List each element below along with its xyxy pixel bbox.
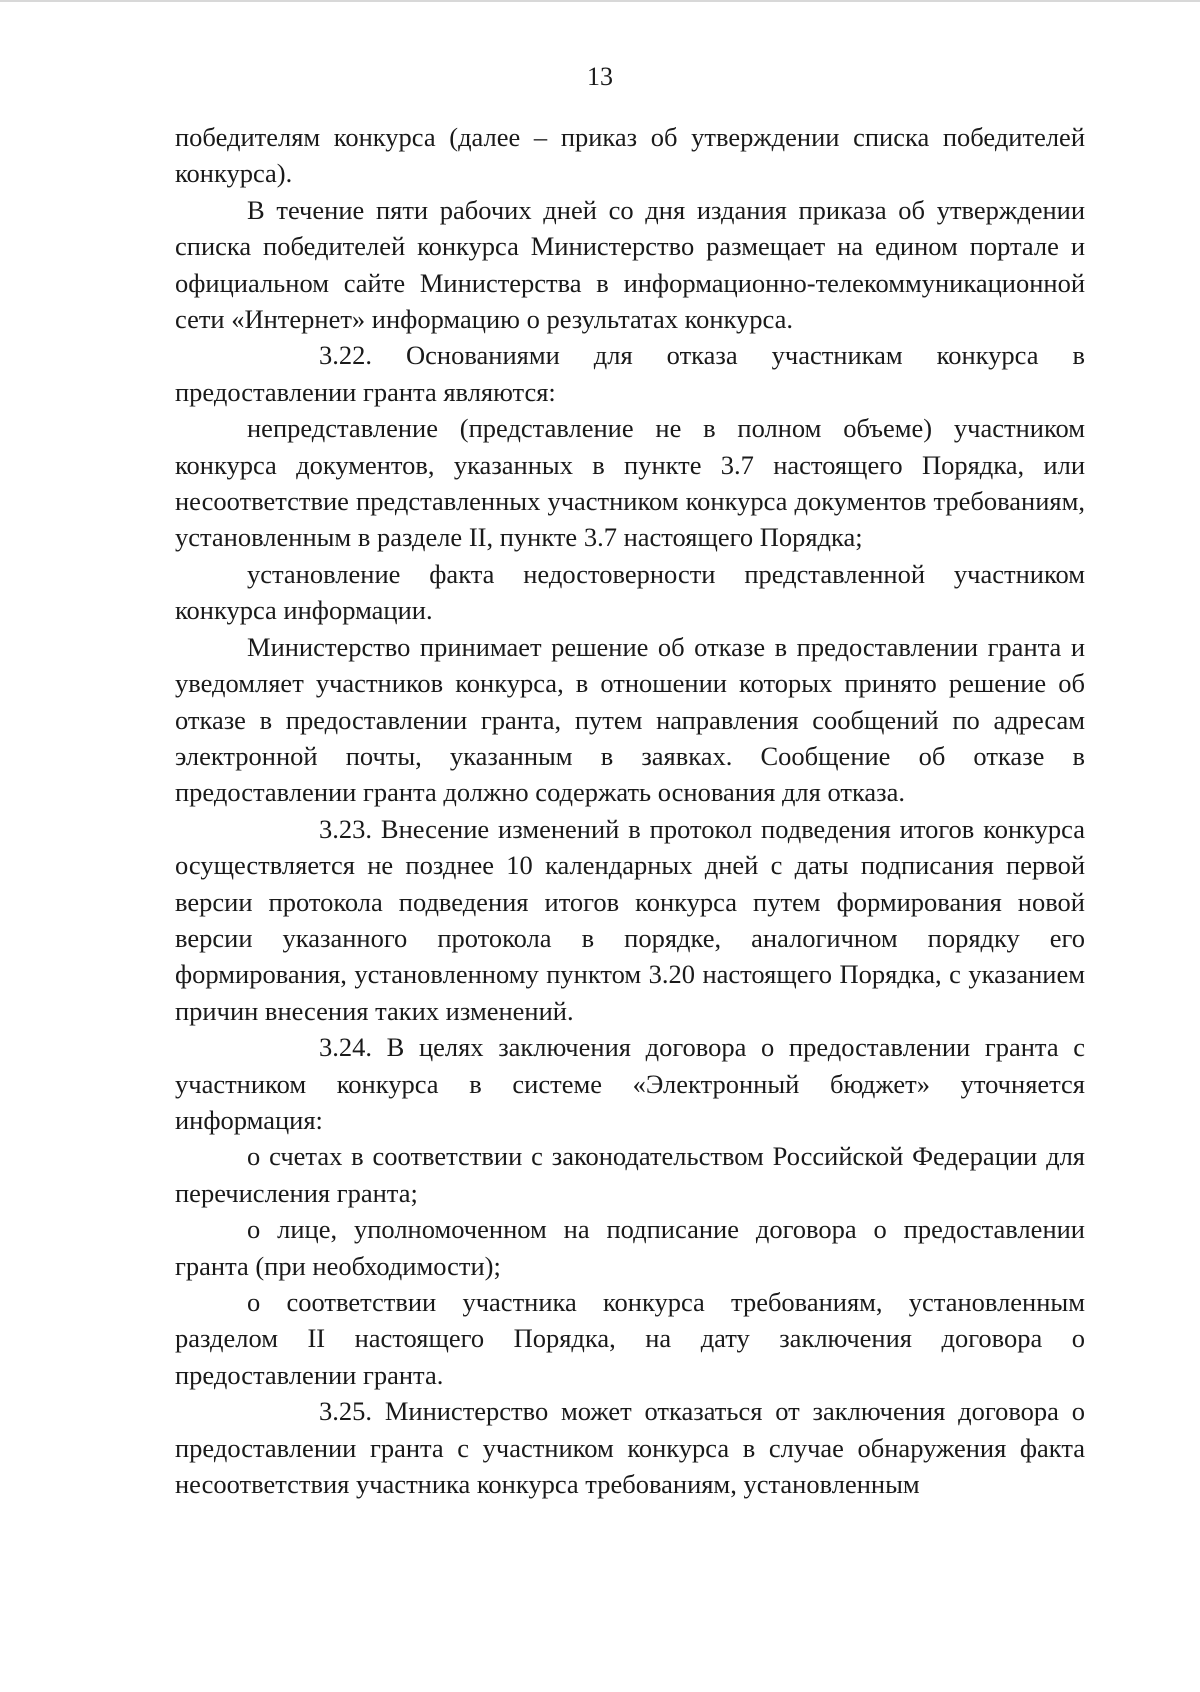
- scan-edge: [0, 0, 1200, 2]
- clause-number: 3.22.: [319, 340, 372, 371]
- paragraph: установление факта недостоверности представленной участником конкурса информации.: [175, 558, 1085, 626]
- clause-paragraph: [175, 811, 1085, 1029]
- clause-text: В целях заключения договора о предоставлении гранта с участником конкурса в системе «Электронный бюджет» уточняется информация:: [175, 1032, 1085, 1135]
- clause-paragraph: [175, 1393, 1085, 1502]
- document-body: [175, 119, 1085, 1502]
- page-number: 13: [587, 62, 613, 91]
- clause-number: 3.24.: [319, 1032, 372, 1063]
- paragraph: Министерство принимает решение об отказе в предоставлении гранта и уведомляет участников конкурса, в отношении которых принято решение об отказе в предоставлении гранта, путем направления сообщений по адресам электронной почты, указанным в заявках. Сообщение об отказе в предоставлении гранта должно содержать основания для отказа.: [175, 631, 1085, 808]
- clause-paragraph: [175, 337, 1085, 410]
- paragraph: о соответствии участника конкурса требованиям, установленным разделом II настоящего Порядка, на дату заключения договора о предоставлении гранта.: [175, 1287, 1085, 1390]
- paragraph: В течение пяти рабочих дней со дня издания приказа об утверждении списка победителей конкурса Министерство размещает на едином портале и официальном сайте Министерства в информационно-телекоммуникационной сети «Интернет» информацию о результатах конкурса.: [175, 194, 1085, 335]
- paragraph: победителям конкурса (далее – приказ об утверждении списка победителей конкурса).: [175, 122, 1085, 189]
- clause-text: Основаниями для отказа участникам конкурса в предоставлении гранта являются:: [175, 340, 1086, 407]
- clause-number: 3.23.: [319, 813, 372, 844]
- paragraph: непредставление (представление не в полном объеме) участником конкурса документов, указанных в пункте 3.7 настоящего Порядка, или несоответствие представленных участником конкурса документов требованиям, установленным в разделе II, пункте 3.7 настоящего Порядка;: [175, 413, 1085, 553]
- clause-paragraph: [175, 1029, 1085, 1138]
- paragraph: о счетах в соответствии с законодательством Российской Федерации для перечисления гранта;: [175, 1141, 1085, 1208]
- clause-text: Внесение изменений в протокол подведения итогов конкурса осуществляется не позднее 10 календарных дней с даты подписания первой версии протокола подведения итогов конкурса путем формирования новой версии указанного протокола в порядке, аналогичном порядку его формирования, установленному пунктом 3.20 настоящего Порядка, с указанием причин внесения таких изменений.: [175, 813, 1086, 1026]
- clause-number: 3.25.: [319, 1396, 372, 1427]
- paragraph: о лице, уполномоченном на подписание договора о предоставлении гранта (при необходимости);: [175, 1214, 1085, 1281]
- clause-text: Министерство может отказаться от заключения договора о предоставлении гранта с участником конкурса в случае обнаружения факта несоответствия участника конкурса требованиям, установленным: [175, 1396, 1085, 1500]
